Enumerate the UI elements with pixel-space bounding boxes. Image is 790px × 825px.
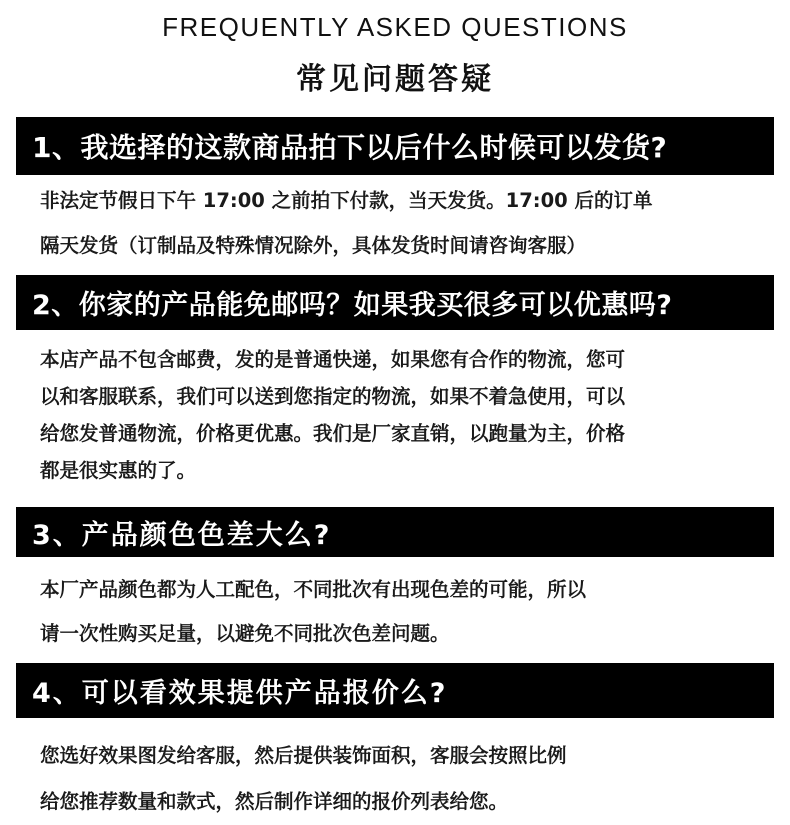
answer-line: 隔天发货（订制品及特殊情况除外，具体发货时间请咨询客服） (40, 234, 587, 257)
faq-answer-3 (40, 568, 768, 656)
faq-answer-4 (40, 733, 768, 825)
faq-question-4: 4、可以看效果提供产品报价么? (16, 663, 774, 718)
answer-line: 请一次性购买足量，以避免不同批次色差问题。 (40, 622, 450, 645)
answer-line: 本店产品不包含邮费，发的是普通快递，如果您有合作的物流，您可 (40, 348, 626, 371)
page-title-english: FREQUENTLY ASKED QUESTIONS (162, 12, 628, 42)
answer-line: 非法定节假日下午 17:00 之前拍下付款，当天发货。17:00 后的订单 (40, 189, 653, 212)
answer-line: 您选好效果图发给客服，然后提供装饰面积，客服会按照比例 (40, 744, 567, 767)
faq-question-2: 2、你家的产品能免邮吗？如果我买很多可以优惠吗? (16, 275, 774, 330)
answer-line: 给您发普通物流，价格更优惠。我们是厂家直销，以跑量为主，价格 (40, 422, 626, 445)
answer-line: 都是很实惠的了。 (40, 459, 197, 482)
faq-question-3: 3、产品颜色色差大么? (16, 507, 774, 557)
answer-line: 以和客服联系，我们可以送到您指定的物流，如果不着急使用，可以 (40, 385, 626, 408)
answer-line: 本厂产品颜色都为人工配色，不同批次有出现色差的可能，所以 (40, 578, 587, 601)
page-title-chinese: 常见问题答疑 (296, 62, 494, 97)
faq-answer-2 (40, 341, 768, 489)
faq-question-1: 1、我选择的这款商品拍下以后什么时候可以发货? (16, 117, 774, 175)
answer-line: 给您推荐数量和款式，然后制作详细的报价列表给您。 (40, 790, 509, 813)
faq-answer-1 (40, 178, 768, 268)
